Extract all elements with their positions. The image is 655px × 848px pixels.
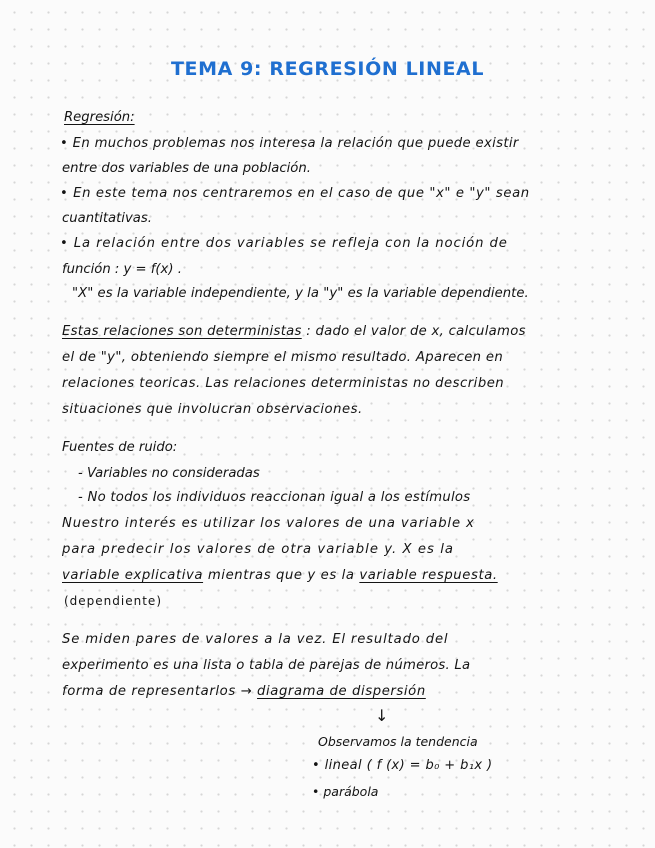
paragraph-line: Nuestro interés es utilizar los valores de una variable x	[62, 516, 475, 531]
page-title: TEMA 9: REGRESIÓN LINEAL	[170, 58, 485, 80]
representation-start: forma de representarlos →	[62, 684, 253, 699]
section-heading-ruido: Fuentes de ruido:	[62, 440, 178, 455]
paragraph-line: para predecir los valores de otra variable y. X es la	[62, 542, 455, 557]
observation-line: Observamos la tendencia	[318, 734, 478, 749]
underlined-variable-explicativa: variable explicativa	[62, 568, 204, 583]
bullet-line: "X" es la variable independiente, y la "y" es la variable dependiente.	[72, 286, 529, 301]
representation-line	[62, 684, 426, 699]
trend-parabola: • parábola	[312, 784, 379, 799]
paragraph-line: relaciones teoricas. Las relaciones deterministas no describen	[62, 376, 505, 391]
bullet-line: función : y = f(x) .	[62, 262, 182, 277]
arrow-down-icon: ↓	[375, 706, 389, 725]
variables-mid: mientras que y es la	[203, 568, 360, 583]
paragraph-line: experimento es una lista o tabla de parejas de números. La	[62, 658, 471, 673]
underlined-diagrama-dispersion: diagrama de dispersión	[257, 684, 426, 699]
underlined-variable-respuesta: variable respuesta.	[359, 568, 498, 583]
determinist-line	[62, 324, 526, 339]
underlined-deterministas: Estas relaciones son deterministas	[62, 324, 302, 339]
paragraph-line: Se miden pares de valores a la vez. El resultado del	[62, 632, 449, 647]
bullet-line: • En muchos problemas nos interesa la relación que puede existir	[60, 136, 519, 151]
bullet-line: cuantitativas.	[62, 211, 152, 226]
section-heading-regresion: Regresión:	[64, 110, 135, 125]
dependiente-note: (dependiente)	[64, 594, 162, 608]
list-item: - No todos los individuos reaccionan igual a los estímulos	[78, 490, 471, 505]
paragraph-line: situaciones que involucran observaciones.	[62, 402, 363, 417]
variables-line	[62, 568, 498, 583]
bullet-line: entre dos variables de una población.	[62, 161, 311, 176]
bullet-line: • La relación entre dos variables se refleja con la noción de	[60, 236, 508, 251]
trend-lineal: • lineal ( f (x) = b₀ + b₁x )	[312, 758, 493, 773]
paragraph-line: el de "y", obteniendo siempre el mismo resultado. Aparecen en	[62, 350, 504, 365]
list-item: - Variables no consideradas	[78, 466, 260, 481]
determinist-rest: : dado el valor de x, calculamos	[306, 324, 526, 339]
bullet-line: • En este tema nos centraremos en el caso de que "x" e "y" sean	[60, 186, 530, 201]
